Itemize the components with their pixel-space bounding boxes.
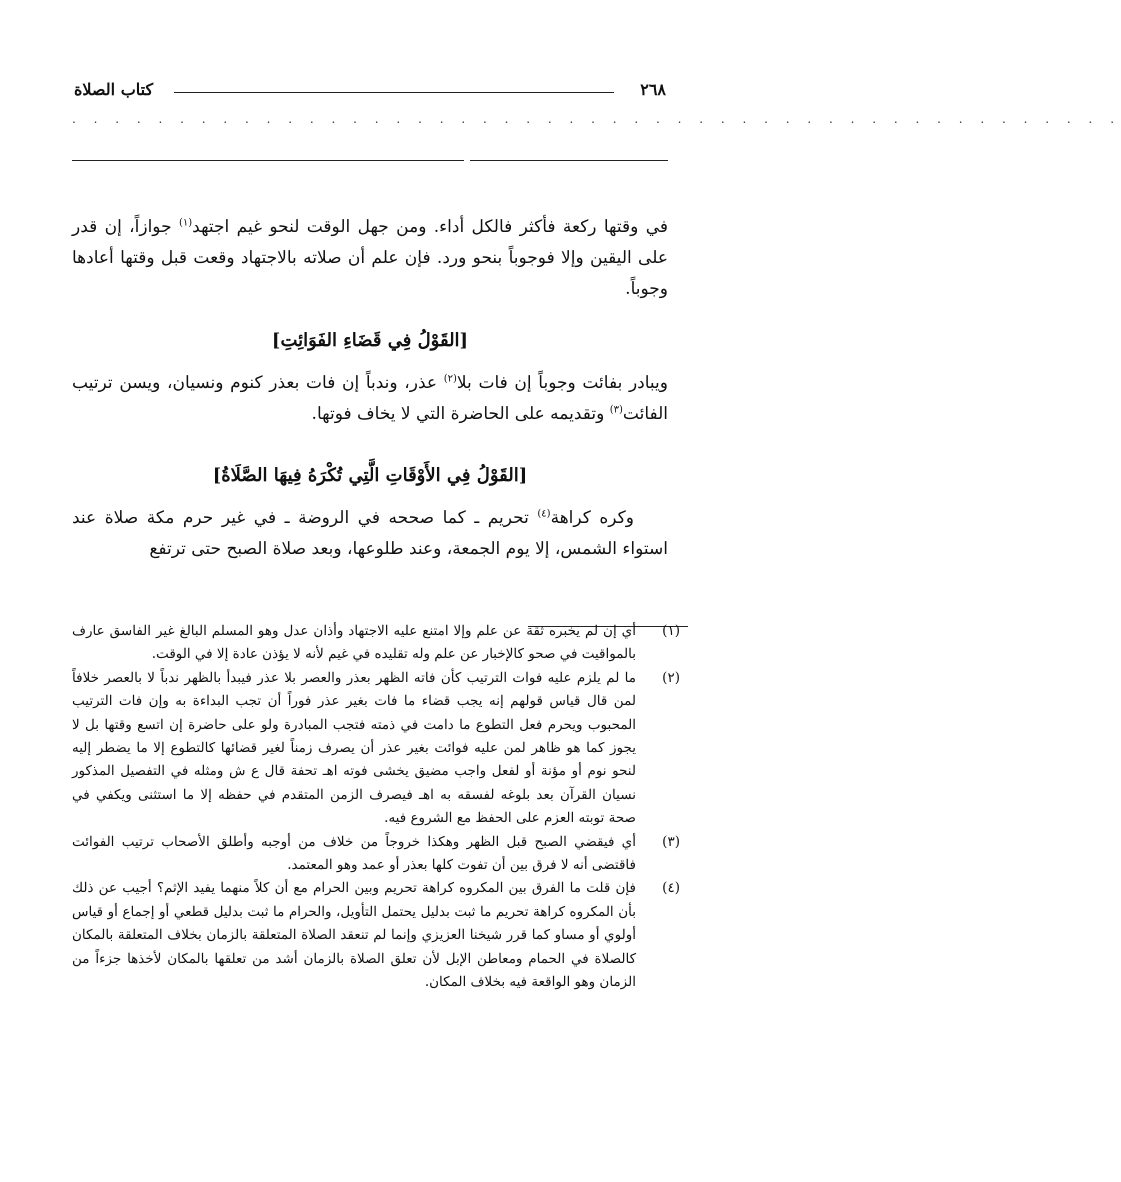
footnotes — [72, 620, 680, 995]
footnote-ref-4: (٤) — [537, 508, 551, 520]
footnote-text: فإن قلت ما الفرق بين المكروه كراهة تحريم وبين الحرام مع أن كلاً منهما يفيد الإثم؟ أجيب عن ذلك بأن المكروه كراهة تحريم ما ثبت بدليل يحتمل التأويل، والحرام ما ثبت بدليل قطعي أو إجماع أو قياس أولوي أو مساو كما قرر شيخنا العزيزي وإنما لم تنعقد الصلاة المتعلقة بالزمان بخلاف المتعلقة بالمكان كالصلاة في الحمام ومعاطن الإبل لأن تعلق الصلاة بالزمان أشد من تعلقها بالمكان لأخذها جزءاً من الزمان وهو الواقعة فيه بخلاف المكان. — [72, 880, 637, 991]
footnote-ref-2: (٢) — [443, 373, 457, 385]
paragraph-1-text: في وقتها ركعة فأكثر فالكل أداء. ومن جهل الوقت لنحو غيم اجتهد — [192, 217, 668, 237]
footnote-text: أي إن لم يخبره ثقة عن علم وإلا امتنع عليه الاجتهاد وأذان عدل وهو المسلم البالغ غير الفاسق عارف بالمواقيت في صحو كالإخبار عن علم وله تقليده في غيم لأنه لا يؤذن عادة إلا في الوقت. — [72, 623, 636, 663]
paragraph-3-text-a: وكره كراهة — [550, 508, 634, 528]
header-rule — [174, 92, 614, 93]
footnote-3 — [72, 831, 680, 878]
paragraph-1-cont: جوازاً، إن قدر على اليقين وإلا فوجوباً بنحو ورد. فإن علم أن صلاته بالاجتهاد وقعت قبل وقتها أعادها وجوباً. — [72, 217, 668, 299]
paragraph-2-text-c: وتقديمه على الحاضرة التي لا يخاف فوتها. — [311, 404, 610, 424]
footnote-ref-3: (٣) — [609, 404, 623, 416]
paragraph-3 — [72, 503, 668, 565]
paragraph-2 — [72, 368, 668, 430]
footnote-ref-1: (١) — [178, 217, 193, 229]
paragraph-2-text-a: ويبادر بفائت وجوباً إن فات بلا — [456, 373, 668, 393]
section-heading-qada: [القَوْلُ فِي قَضَاءِ الفَوَائِتِ] — [271, 330, 469, 351]
main-text — [72, 212, 668, 565]
running-header — [74, 80, 666, 104]
top-rule — [72, 157, 668, 163]
paragraph-2-text-b: عذر، وندباً إن فات بعذر كنوم ونسيان، ويسن ترتيب الفائت — [72, 373, 668, 424]
footnote-1 — [72, 620, 680, 667]
top-rule-right — [470, 160, 668, 161]
footnote-number: (١) — [662, 623, 680, 639]
section-heading-makruh-times: [القَوْلُ فِي الأَوْقَاتِ الَّتِي تُكْرَهُ فِيهَا الصَّلَاةُ] — [212, 465, 528, 486]
footnote-2 — [72, 667, 680, 831]
footnote-number: (٤) — [662, 880, 680, 897]
footnote-number: (٢) — [662, 669, 680, 686]
book-title: كتاب الصلاة — [74, 80, 154, 99]
footnote-text: أي فيقضي الصبح قبل الظهر وهكذا خروجاً من خلاف من أوجبه وأطلق الأصحاب ترتيب الفوائت فاقتضى أنه لا فرق بين أن تفوت كلها بعذر أو عمد وهو المعتمد. — [72, 833, 636, 874]
top-rule-left — [72, 160, 464, 161]
footnote-4 — [72, 877, 680, 994]
paragraph-3-text-b: تحريم ـ كما صححه في الروضة ـ في غير حرم مكة صلاة عند استواء الشمس، إلا يوم الجمعة، وعند طلوعها، وبعد صلاة الصبح حتى ترتفع — [72, 508, 668, 559]
footnote-text: ما لم يلزم عليه فوات الترتيب كأن فاته الظهر بعذر والعصر بلا عذر فيبدأ بالظهر ندباً لا بالعصر خلافاً لمن قال قياس قولهم إنه يجب قضاء ما فات بغير عذر فوراً أن تجب البداءة به وإن فات الترتيب المحبوب ويحرم فعل التطوع ما دامت في ذمته فتجب المبادرة ولو على حاضرة إن اتسع وقتها بل لا يجوز كما هو ظاهر لمن عليه فوائت بغير عذر أن يصرف زمناً لغير قضائها كالتطوع إلا ما يضطر إليه لنحو نوم أو مؤنة أو لفعل واجب مضيق يخشى فوته اهـ تحفة قال ع ش ومثله في التفصيل المذكور نسيان القرآن بعد بلوغه لفسقه به اهـ فيصرف الزمن المتقدم في حفظه إلا ما استثنى ويكفي في صحة توبته العزم على الحفظ مع الشروع فيه. — [72, 669, 636, 827]
footnote-number: (٣) — [662, 833, 680, 850]
paragraph-1 — [72, 212, 668, 305]
dotted-separator: . . . . . . . . . . . . . . . . . . . . . . . . . . . . . . . . . . . . . . . . . . . . . . . . . — [72, 112, 1121, 126]
page-number: ٢٦٨ — [640, 80, 666, 99]
